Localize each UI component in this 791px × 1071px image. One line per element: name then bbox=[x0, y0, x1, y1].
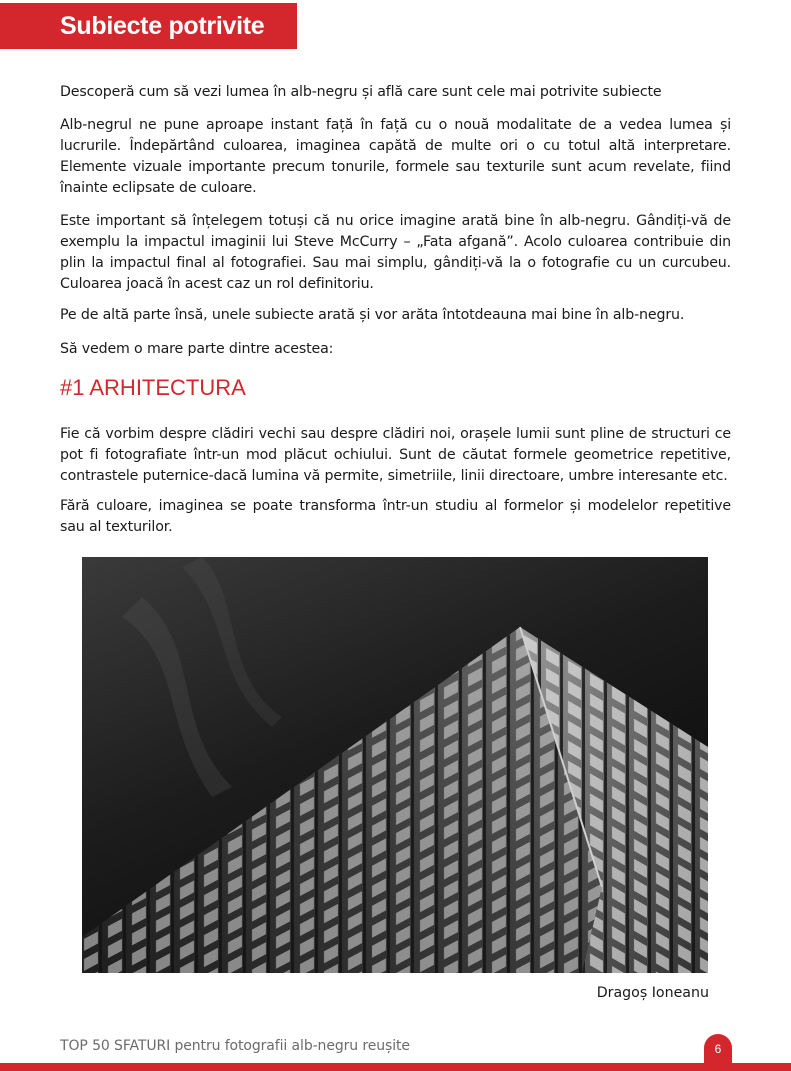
page-title: Subiecte potrivite bbox=[0, 3, 297, 49]
body-paragraph: Este important să înțelegem totuși că nu orice imagine arată bine în alb-negru. Gândiți-vă de exemplu la impactul imaginii lui Steve McCurry – „Fata afgană”. Acolo culoarea contribuie din plin la impactul final al fotografiei. Sau mai simplu, gândiți-vă la o fotografie cu un curcubeu. Culoarea joacă în acest caz un rol definitoriu. bbox=[60, 213, 731, 292]
section-paragraph: Fără culoare, imaginea se poate transforma într-un studiu al formelor și modelelor repetitive sau al texturilor. bbox=[60, 498, 731, 535]
section-paragraph: Fie că vorbim despre clădiri vechi sau despre clădiri noi, orașele lumii sunt pline de structuri ce pot fi fotografiate într-un mod plăcut ochiului. Sunt de căutat formele geometrice repetitive, contrastele puternice-dacă lumina vă permite, simetriile, linii directoare, umbre interesante etc. bbox=[60, 426, 731, 484]
footer-bar bbox=[0, 1063, 791, 1071]
photo-caption: Dragoș Ioneanu bbox=[596, 985, 709, 1001]
body-paragraph: Să vedem o mare parte dintre acestea: bbox=[60, 341, 334, 357]
section-heading: #1 ARHITECTURA bbox=[60, 375, 246, 400]
architecture-photo bbox=[82, 557, 708, 973]
page-number-badge: 6 bbox=[704, 1034, 732, 1070]
intro-paragraph: Descoperă cum să vezi lumea în alb-negru și află care sunt cele mai potrivite subiecte bbox=[60, 84, 662, 100]
footer-title: TOP 50 SFATURI pentru fotografii alb-negru reușite bbox=[60, 1038, 410, 1054]
body-paragraph: Alb-negrul ne pune aproape instant față în față cu o nouă modalitate de a vedea lumea și lucrurile. Îndepărtând culoarea, imaginea capătă de multe ori o cu totul altă interpretare. Elemente vizuale importante precum tonurile, formele sau texturile sunt acum revelate, fiind înainte eclipsate de culoare. bbox=[60, 117, 731, 196]
body-paragraph: Pe de altă parte însă, unele subiecte arată și vor arăta întotdeauna mai bine în alb-negru. bbox=[60, 307, 685, 323]
